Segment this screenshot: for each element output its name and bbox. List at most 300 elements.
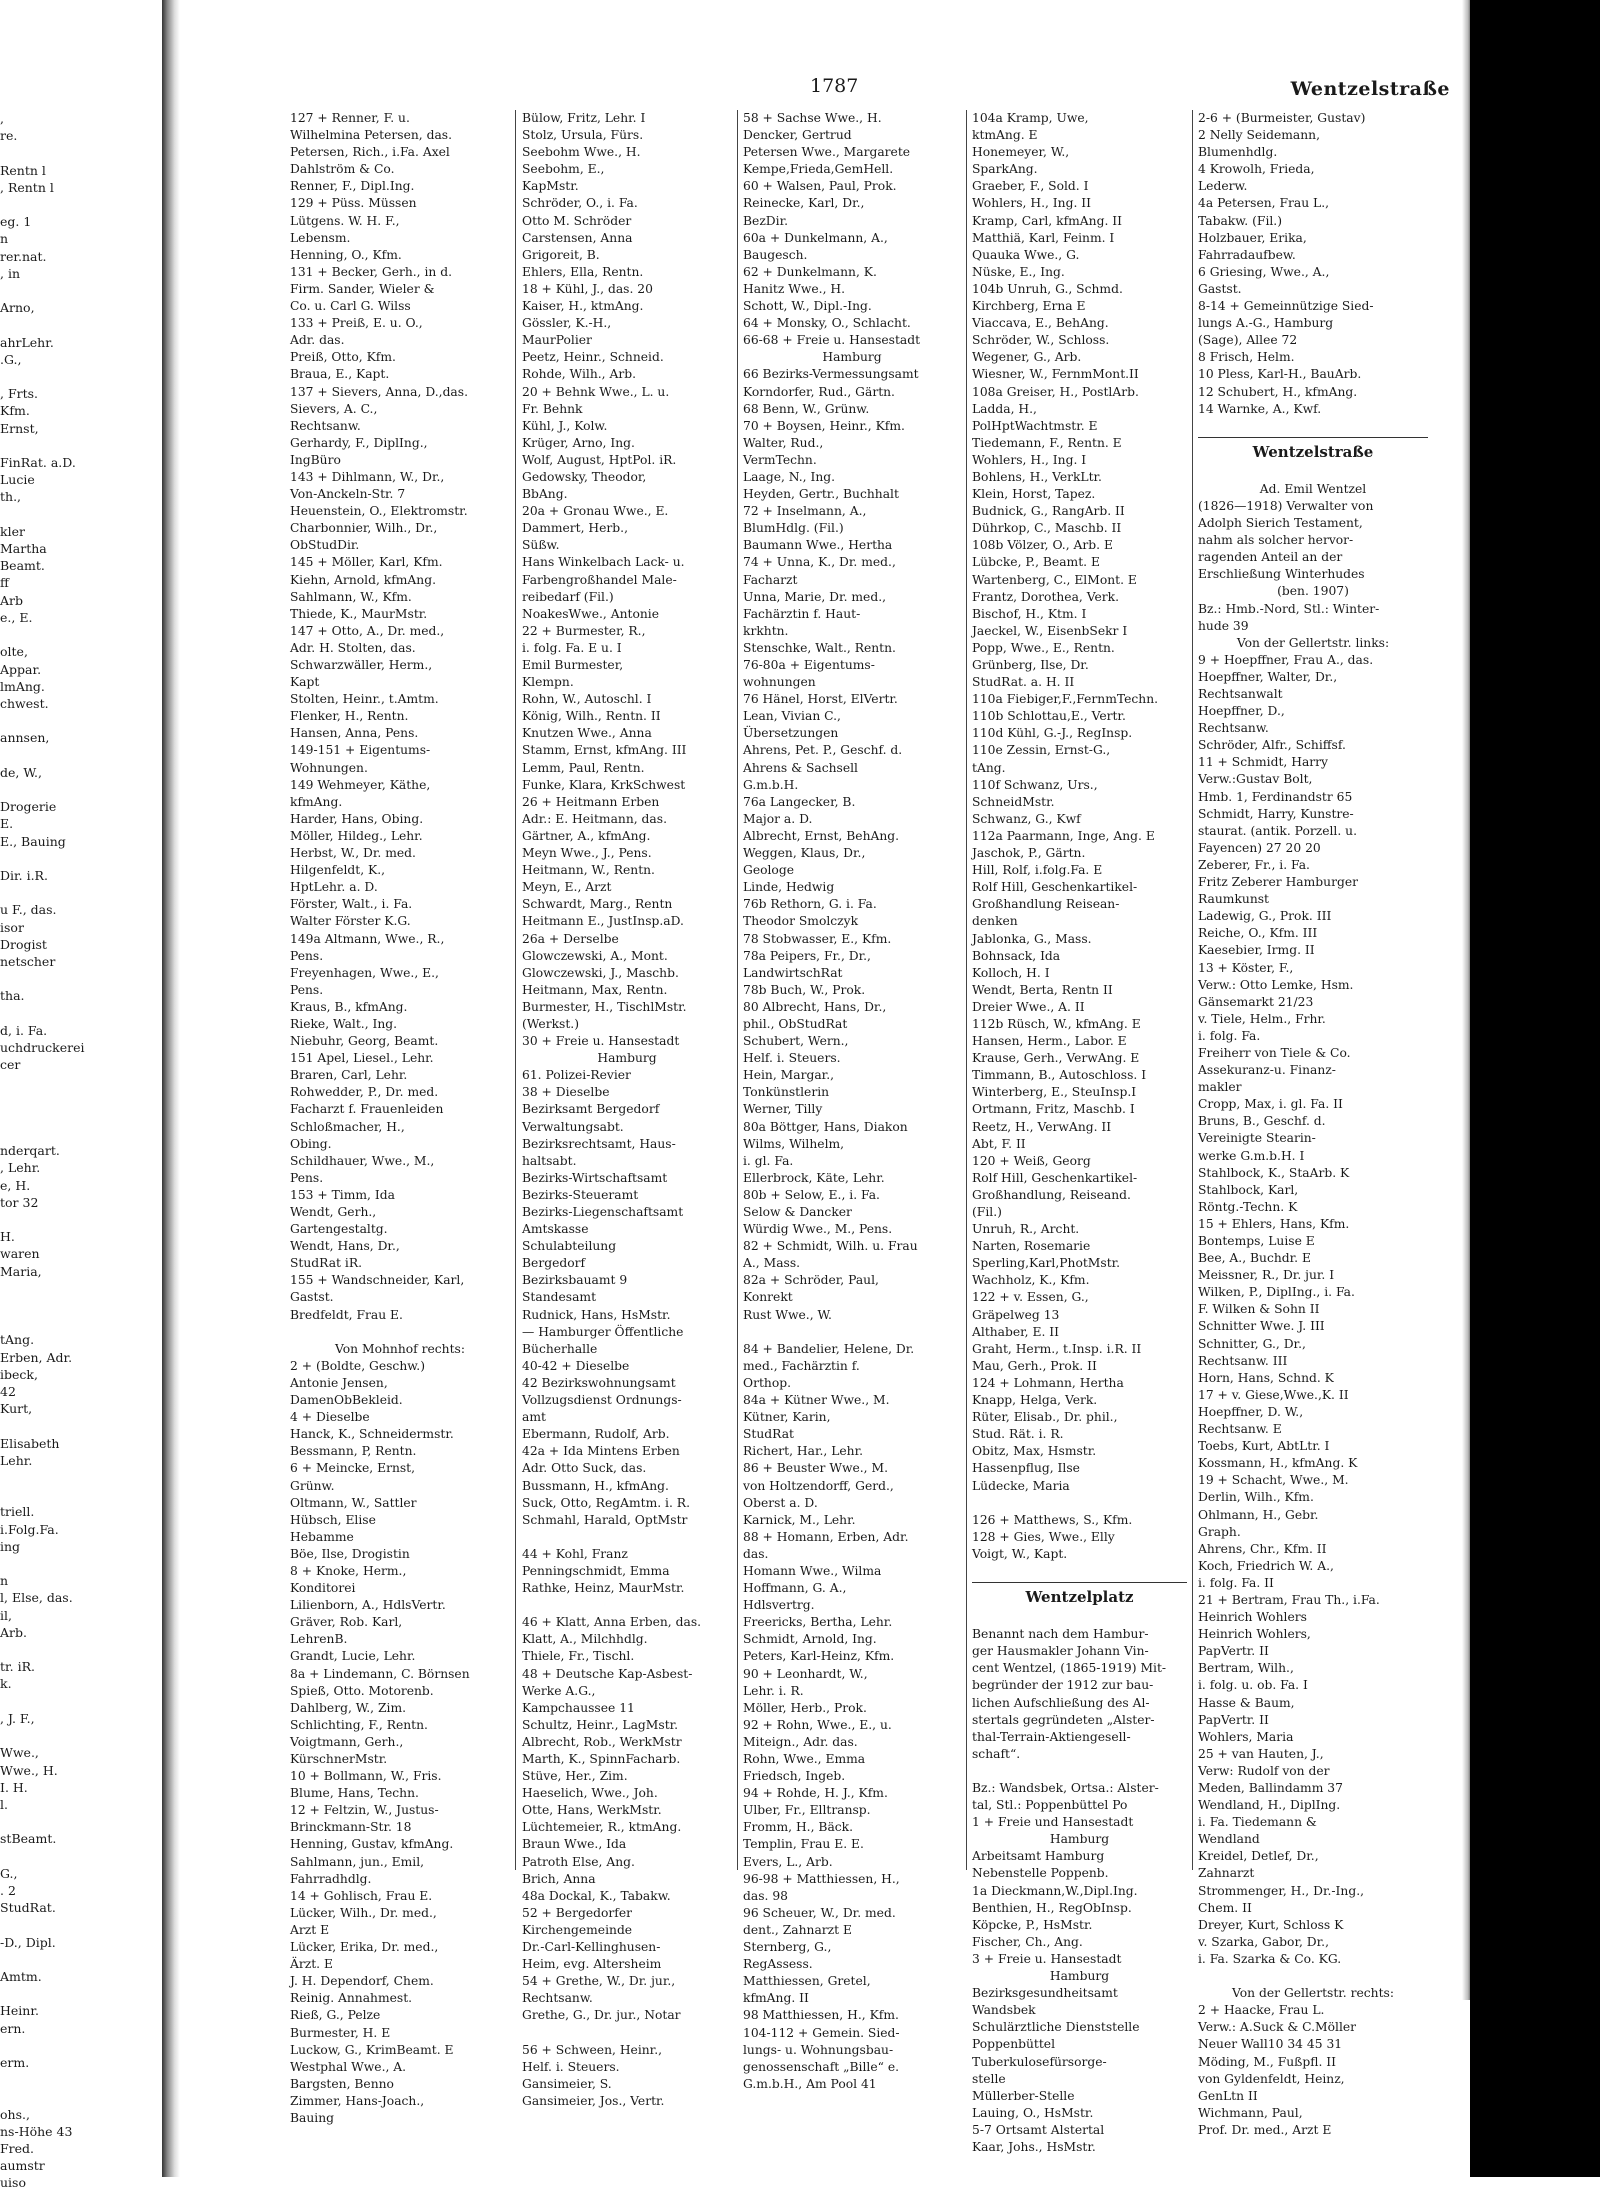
directory-entry-line: Koch, Friedrich W. A., — [1198, 1558, 1334, 1573]
directory-entry-line: Ebermann, Rudolf, Arb. — [522, 1427, 670, 1442]
directory-entry-line: Tonkünstlerin — [743, 1085, 830, 1100]
directory-entry-line: Adr. das. — [290, 333, 345, 348]
directory-entry-line: Bz.: Wandsbek, Ortsa.: Alster- — [972, 1781, 1159, 1795]
directory-entry-line: Ellerbrock, Käte, Lehr. — [743, 1170, 885, 1185]
directory-entry-line: Seebohm, E., — [522, 162, 605, 177]
directory-entry-line: F. Wilken & Sohn II — [1198, 1302, 1320, 1317]
previous-page-line: k. — [0, 1676, 12, 1692]
directory-entry-line: Homann Wwe., Wilma — [743, 1563, 882, 1578]
previous-page-line: , — [0, 111, 4, 126]
directory-entry-line: Hansen, Anna, Pens. — [290, 726, 419, 741]
previous-page-line: , Frts. — [0, 386, 39, 402]
directory-entry-line: Meden, Ballindamm 37 — [1198, 1781, 1343, 1795]
directory-entry-line: Bertram, Wilh., — [1198, 1661, 1294, 1676]
directory-entry-line: Kaiser, H., ktmAng. — [522, 299, 644, 314]
directory-entry-line: 40-42 + Dieselbe — [522, 1358, 630, 1373]
directory-entry-line: Fahrradhdlg. — [290, 1871, 372, 1886]
directory-entry-line: Fachärztin f. Haut- — [743, 606, 861, 621]
directory-entry-line: Holzbauer, Erika, — [1198, 230, 1307, 245]
directory-entry-line: Gräpelweg 13 — [972, 1307, 1060, 1322]
directory-entry-line: Köpcke, P., HsMstr. — [972, 1917, 1093, 1932]
directory-entry-line: Seebohm Wwe., H. — [522, 145, 641, 160]
directory-entry-line: Laage, N., Ing. — [743, 469, 836, 484]
directory-entry-line: Benthien, H., RegObInsp. — [972, 1900, 1132, 1915]
directory-entry-line: 153 + Timm, Ida — [290, 1187, 395, 1202]
directory-entry-line: Hilgenfeldt, K., — [290, 863, 386, 878]
directory-entry-line: i. folg. Fa. — [1198, 1028, 1261, 1043]
directory-entry-line: Meyn, E., Arzt — [522, 880, 612, 895]
directory-entry-line: Jaeckel, W., EisenbSekr I — [972, 623, 1128, 638]
previous-page-line: H. — [0, 1229, 15, 1245]
directory-entry-line: Schott, W., Dipl.-Ing. — [743, 299, 872, 314]
directory-entry-line: Kraus, B., kfmAng. — [290, 999, 408, 1014]
directory-entry-line: Bergedorf — [522, 1256, 586, 1271]
directory-entry-line: Facharzt — [743, 572, 798, 587]
directory-entry-line: Weggen, Klaus, Dr., — [743, 846, 866, 861]
directory-entry-line: 129 + Püss. Müssen — [290, 196, 417, 211]
previous-page-line: e, H. — [0, 1177, 31, 1193]
directory-entry-line: Bredfeldt, Frau E. — [290, 1307, 403, 1322]
directory-entry-line: Schmahl, Harald, OptMstr — [522, 1512, 688, 1527]
directory-entry-line: Rohn, Wwe., Emma — [743, 1752, 866, 1766]
previous-page-line: tr. iR. — [0, 1659, 35, 1675]
directory-entry-line: Schlichting, F., Rentn. — [290, 1717, 428, 1732]
directory-entry-line: Blumenhdlg. — [1198, 145, 1278, 160]
directory-entry-line: Schloßmacher, H., — [290, 1119, 405, 1134]
directory-entry-line: amt — [522, 1410, 546, 1425]
directory-entry-line: 82a + Schröder, Paul, — [743, 1273, 879, 1288]
previous-page-line: FinRat. a.D. — [0, 455, 76, 471]
directory-entry-line: Templin, Frau E. E. — [743, 1837, 864, 1852]
directory-entry-line: Rohwedder, P., Dr. med. — [290, 1085, 439, 1100]
previous-page-line: StudRat. — [0, 1900, 56, 1916]
directory-entry-line: Quauka Wwe., G. — [972, 247, 1080, 262]
directory-entry-line: das. 98 — [743, 1888, 788, 1903]
directory-entry-line: Schröder, O., i. Fa. — [522, 196, 638, 211]
directory-entry-line: v. Tiele, Helm., Frhr. — [1198, 1011, 1326, 1026]
directory-entry-line: Reinig. Annahmest. — [290, 1991, 413, 2006]
directory-entry-line: BezDir. — [743, 213, 789, 228]
directory-entry-line: (Werkst.) — [522, 1016, 579, 1031]
directory-entry-line: 10 Pless, Karl-H., BauArb. — [1198, 367, 1362, 382]
directory-entry-line: Evers, L., Arb. — [743, 1854, 833, 1869]
directory-entry-line: Frantz, Dorothea, Verk. — [972, 589, 1119, 604]
directory-entry-line: HptLehr. a. D. — [290, 880, 378, 895]
previous-page-line — [0, 1125, 160, 1142]
directory-entry-line: 110b Schlottau,E., Vertr. — [972, 709, 1126, 724]
previous-page-line — [0, 850, 160, 867]
directory-entry-line: Gerhardy, F., DiplIng., — [290, 435, 428, 450]
directory-entry-line — [972, 1763, 1187, 1780]
previous-page-line — [0, 1417, 160, 1434]
directory-entry-line: Graph. — [1198, 1524, 1241, 1539]
directory-entry-line: wohnungen — [743, 675, 816, 690]
directory-entry-line: Sahlmann, W., Kfm. — [290, 589, 412, 604]
previous-page-line: Drogist — [0, 936, 47, 952]
previous-page-line — [0, 1108, 160, 1125]
directory-entry-line: Süßw. — [522, 538, 560, 553]
directory-entry-line: Wachholz, K., Kfm. — [972, 1273, 1090, 1288]
directory-entry-line: Rechtsanw. III — [1198, 1353, 1288, 1368]
directory-entry-line: 22 + Burmester, R., — [522, 623, 646, 638]
directory-entry-line: Spieß, Otto. Motorenb. — [290, 1683, 434, 1698]
directory-entry-line: Schwarzwäller, Herm., — [290, 658, 433, 672]
previous-page-line: 42 — [0, 1384, 16, 1400]
directory-entry-line: Peetz, Heinr., Schneid. — [522, 350, 664, 365]
directory-entry-line: Erschließung Winterhudes — [1198, 567, 1365, 582]
directory-entry-line: 64 + Monsky, O., Schlacht. — [743, 316, 911, 331]
directory-entry-line: lungs- u. Wohnungsbau- — [743, 2042, 894, 2057]
directory-entry-line: Rüter, Elisab., Dr. phil., — [972, 1410, 1118, 1425]
directory-entry-line: Heuenstein, O., Elektromstr. — [290, 504, 468, 519]
directory-entry-line: (Sage), Allee 72 — [1198, 333, 1298, 348]
directory-entry-line: Lederw. — [1198, 179, 1248, 194]
previous-page-line — [0, 884, 160, 901]
directory-entry-line: Flenker, H., Rentn. — [290, 709, 409, 724]
directory-entry-line: Benannt nach dem Hambur- — [972, 1627, 1149, 1642]
directory-entry-line: Schmidt, Arnold, Ing. — [743, 1632, 877, 1647]
directory-entry-line: Hanck, K., Schneidermstr. — [290, 1427, 454, 1442]
directory-entry-line: Ortmann, Fritz, Maschb. I — [972, 1102, 1135, 1117]
directory-entry-line: Theodor Smolczyk — [743, 914, 859, 929]
directory-entry-line: Baumann Wwe., Hertha — [743, 538, 893, 553]
previous-page-line — [0, 2037, 160, 2054]
directory-entry-line: Matthiä, Karl, Feinm. I — [972, 230, 1115, 245]
directory-entry-line: Bezirksrechtsamt, Haus- — [522, 1136, 676, 1151]
directory-entry-line: Firm. Sander, Wieler & — [290, 281, 435, 296]
directory-entry-line: Rechtsanw. E — [1198, 1422, 1282, 1437]
directory-entry-line: stertals gegründeten „Alster- — [972, 1712, 1155, 1727]
directory-entry-line — [522, 1597, 732, 1614]
directory-entry-line: ObStudDir. — [290, 538, 360, 553]
directory-entry-line: Klempn. — [522, 675, 574, 690]
directory-entry-line: 3 + Freie u. Hansestadt — [972, 1951, 1122, 1966]
directory-entry-line: 133 + Preiß, E. u. O., — [290, 316, 423, 331]
previous-page-line: isor — [0, 919, 24, 935]
directory-entry-line: Sternberg, G., — [743, 1940, 832, 1955]
directory-entry-line: Winterberg, E., SteuInsp.I — [972, 1085, 1137, 1100]
previous-page-line: tha. — [0, 988, 25, 1004]
directory-entry-line: Heinrich Wohlers — [1198, 1610, 1307, 1625]
directory-entry-line: Ahrens & Sachsell — [743, 760, 858, 775]
directory-entry-line: Heyden, Gertr., Buchhalt — [743, 487, 899, 502]
directory-entry-line: StudRat. a. H. II — [972, 675, 1075, 690]
directory-entry-line: Brinckmann-Str. 18 — [290, 1820, 412, 1835]
directory-entry-line: Heitmann, Max, Rentn. — [522, 982, 668, 997]
directory-entry-line: Bauing — [290, 2110, 335, 2125]
previous-page-line — [0, 1280, 160, 1297]
directory-entry-line: 6 Griesing, Wwe., A., — [1198, 264, 1330, 279]
directory-entry-line: Reiche, O., Kfm. III — [1198, 926, 1318, 941]
directory-entry-line: Penningschmidt, Emma — [522, 1563, 670, 1578]
directory-entry-line: Schmidt, Harry, Kunstre- — [1198, 806, 1354, 821]
directory-entry-line: Kütner, Karin, — [743, 1410, 831, 1425]
directory-entry-line: Heim, evg. Altersheim — [522, 1957, 662, 1972]
previous-page-line: Ernst, — [0, 420, 39, 436]
directory-entry-line: 60 + Walsen, Paul, Prok. — [743, 179, 897, 194]
directory-entry-line: 76b Rethorn, G. i. Fa. — [743, 897, 877, 912]
directory-entry-line: Hoepffner, D., — [1198, 704, 1285, 719]
directory-entry-line: Stenschke, Walt., Rentn. — [743, 640, 896, 655]
previous-page-line — [0, 747, 160, 764]
directory-entry-line: 110f Schwanz, Urs., — [972, 777, 1098, 792]
directory-entry-line: Wendt, Hans, Dr., — [290, 1239, 400, 1254]
directory-entry-line: Kaesebier, Irmg. II — [1198, 943, 1315, 958]
directory-entry-line: Möller, Hildeg., Lehr. — [290, 828, 423, 843]
directory-entry-line: 12 + Feltzin, W., Justus- — [290, 1803, 439, 1818]
previous-page-line: I. H. — [0, 1779, 28, 1795]
directory-entry-line — [522, 2025, 732, 2042]
directory-entry-line: 1a Dieckmann,W.,Dipl.Ing. — [972, 1883, 1138, 1898]
directory-entry-line: StudRat iR. — [290, 1256, 362, 1271]
previous-page-line: stBeamt. — [0, 1831, 57, 1847]
directory-entry-line: 145 + Möller, Karl, Kfm. — [290, 555, 443, 570]
scan-black-border — [1470, 0, 1600, 2177]
previous-page-line: uchdruckerei — [0, 1039, 85, 1055]
previous-page-line: e., E. — [0, 609, 33, 625]
directory-entry-line: Hoffmann, G. A., — [743, 1581, 847, 1596]
column-rule — [1192, 110, 1193, 1870]
directory-entry-line: 25 + van Hauten, J., — [1198, 1746, 1324, 1761]
directory-entry-line: Würdig Wwe., M., Pens. — [743, 1222, 893, 1237]
directory-entry-line: Albrecht, Rob., WerkMstr — [522, 1734, 682, 1749]
previous-page-line — [0, 1091, 160, 1108]
previous-page-line: Arb. — [0, 1624, 27, 1640]
directory-entry-line: Kolloch, H. I — [972, 965, 1050, 980]
directory-entry-line: Rechtsanw. — [522, 1991, 593, 2006]
directory-entry-line: Kampchaussee 11 — [522, 1700, 635, 1715]
directory-entry-line: StudRat — [743, 1427, 794, 1442]
directory-entry-line: Baugesch. — [743, 247, 808, 262]
previous-page-line: n — [0, 1573, 9, 1589]
directory-entry-line: 66-68 + Freie u. Hansestadt — [743, 333, 921, 348]
directory-entry-line: PolHptWachtmstr. E — [972, 418, 1098, 433]
previous-page-line: . 2 — [0, 1882, 16, 1898]
directory-entry-line: Stolz, Ursula, Fürs. — [522, 128, 644, 143]
directory-entry-line: Wohnungen. — [290, 760, 368, 775]
directory-entry-line: Funke, Klara, KrkSchwest — [522, 777, 686, 792]
directory-entry-line: 48a Dockal, K., Tabakw. — [522, 1888, 671, 1903]
directory-entry-line: Thiele, Fr., Tischl. — [522, 1649, 635, 1664]
previous-page-line — [0, 437, 160, 454]
directory-entry-line: Lauing, O., HsMstr. — [972, 2105, 1094, 2120]
previous-page-line: Drogerie — [0, 799, 57, 815]
directory-entry-line: Klein, Horst, Tapez. — [972, 487, 1096, 502]
directory-entry-line: cent Wentzel, (1865-1919) Mit- — [972, 1661, 1167, 1676]
directory-entry-line: 30 + Freie u. Hansestadt — [522, 1034, 680, 1049]
directory-entry-line: staurat. (antik. Porzell. u. — [1198, 823, 1357, 838]
directory-column-3 — [743, 110, 961, 2091]
directory-entry-line: 74 + Unna, K., Dr. med., — [743, 555, 896, 570]
previous-page-line: , Lehr. — [0, 1160, 41, 1176]
directory-entry-line: Werke A.G., — [522, 1683, 596, 1698]
directory-entry-line: Von der Gellertstr. links: — [1236, 635, 1390, 650]
directory-entry-line: Wichmann, Paul, — [1198, 2105, 1303, 2120]
directory-entry-line: 70 + Boysen, Heinr., Kfm. — [743, 418, 905, 433]
directory-entry-line: Kramp, Carl, kfmAng. II — [972, 213, 1122, 228]
directory-entry-line: i. folg. Fa. II — [1198, 1575, 1274, 1590]
previous-page-line: tAng. — [0, 1332, 35, 1348]
directory-entry-line: Narten, Rosemarie — [972, 1239, 1091, 1254]
directory-entry-line: Wendt, Berta, Rentn II — [972, 982, 1113, 997]
directory-entry-line: Suck, Otto, RegAmtm. i. R. — [522, 1495, 690, 1510]
directory-entry-line: 104-112 + Gemein. Sied- — [743, 2025, 900, 2040]
directory-entry-line: 80a Böttger, Hans, Diakon — [743, 1119, 908, 1134]
directory-entry-line: 68 Benn, W., Grünw. — [743, 401, 870, 416]
directory-entry-line: Nüske, E., Ing. — [972, 264, 1065, 279]
previous-page-line — [0, 144, 160, 161]
previous-page-line: Lehr. — [0, 1452, 33, 1468]
directory-entry-line: ktmAng. E — [972, 128, 1038, 143]
directory-entry-line: Fr. Behnk — [522, 401, 583, 416]
directory-entry-line: Lütgens. W. H. F., — [290, 213, 400, 228]
directory-entry-line: J. H. Dependorf, Chem. — [290, 1974, 434, 1989]
directory-entry-line: Voigtmann, Gerh., — [290, 1734, 404, 1749]
directory-entry-line: 104a Kramp, Uwe, — [972, 111, 1089, 125]
previous-page-line — [0, 1486, 160, 1503]
page-header — [290, 75, 1450, 105]
directory-entry-line: Graht, Herm., t.Insp. i.R. II — [972, 1341, 1142, 1356]
previous-page-line: chwest. — [0, 695, 49, 711]
previous-page-line: Appar. — [0, 661, 42, 677]
directory-entry-line: 94 + Rohde, H. J., Kfm. — [743, 1786, 888, 1801]
directory-entry-line: Hamburg — [597, 1051, 657, 1066]
directory-entry-line: G.m.b.H., Am Pool 41 — [743, 2076, 877, 2091]
previous-page-line: Arb — [0, 592, 24, 608]
previous-page-line: , in — [0, 265, 20, 281]
directory-entry-line: Fahrradaufbew. — [1198, 247, 1296, 262]
directory-entry-line: MaurPolier — [522, 333, 592, 348]
directory-entry-line: Helf. i. Steuers. — [522, 2059, 620, 2074]
directory-entry-line: 54 + Grethe, W., Dr. jur., — [522, 1974, 676, 1989]
directory-entry-line: LehrenB. — [290, 1632, 348, 1647]
directory-entry-line: PapVertr. II — [1198, 1712, 1269, 1727]
directory-entry-line: Stahlbock, K., StaArb. K — [1198, 1165, 1350, 1180]
previous-page-line: lmAng. — [0, 678, 45, 694]
previous-page-line — [0, 970, 160, 987]
directory-entry-line: 110a Fiebiger,F.,FernmTechn. — [972, 692, 1159, 707]
directory-entry-line: Tuberkulosefürsorge- — [972, 2054, 1107, 2069]
directory-entry-line: PapVertr. II — [1198, 1644, 1269, 1659]
directory-entry-line: Unruh, R., Archt. — [972, 1222, 1080, 1237]
previous-page-line — [0, 1848, 160, 1865]
directory-entry-line: Grandt, Lucie, Lehr. — [290, 1649, 416, 1664]
directory-entry-line: Rechtsanwalt — [1198, 687, 1283, 701]
directory-entry-line: Gastst. — [1198, 281, 1242, 296]
directory-entry-line: 151 Apel, Liesel., Lehr. — [290, 1051, 434, 1066]
directory-entry-line: Röntg.-Techn. K — [1198, 1199, 1298, 1214]
directory-entry-line: Bessmann, P, Rentn. — [290, 1444, 417, 1459]
directory-entry-line: Prof. Dr. med., Arzt E — [1198, 2122, 1332, 2137]
directory-entry-line: med., Fachärztin f. — [743, 1358, 860, 1373]
directory-entry-line: 4a Petersen, Frau L., — [1198, 196, 1330, 211]
directory-entry-line: 126 + Matthews, S., Kfm. — [972, 1512, 1133, 1527]
directory-entry-line: Haeselich, Wwe., Joh. — [522, 1786, 658, 1801]
directory-entry-line: Zahnarzt — [1198, 1866, 1255, 1881]
directory-entry-line: Bohnsack, Ida — [972, 948, 1061, 963]
directory-entry-line: Adr. H. Stolten, das. — [290, 640, 416, 655]
directory-entry-line: Selow & Dancker — [743, 1205, 852, 1219]
directory-entry-line: Konditorei — [290, 1581, 356, 1596]
directory-entry-line: Schulabteilung — [522, 1239, 617, 1254]
directory-entry-line: Freiherr von Tiele & Co. — [1198, 1045, 1351, 1060]
directory-entry-line: Helf. i. Steuers. — [743, 1051, 841, 1066]
directory-entry-line: Strommenger, H., Dr.-Ing., — [1198, 1883, 1365, 1898]
directory-entry-line: Unna, Marie, Dr. med., — [743, 589, 887, 604]
previous-page-line: annsen, — [0, 730, 50, 746]
directory-entry-line: 86 + Beuster Wwe., M. — [743, 1461, 888, 1476]
directory-column-2 — [522, 110, 732, 2108]
directory-entry-line: (1826—1918) Verwalter von — [1198, 498, 1374, 513]
directory-entry-line: BlumHdlg. (Fil.) — [743, 521, 844, 536]
directory-entry-line: Schnitter Wwe. J. III — [1198, 1319, 1325, 1334]
directory-entry-line: Bezirksbauamt 9 — [522, 1273, 628, 1288]
directory-entry-line: DamenObBekleid. — [290, 1393, 403, 1408]
page-number: 1787 — [810, 75, 859, 97]
directory-entry-line: Bruns, B., Geschf. d. — [1198, 1114, 1326, 1129]
directory-entry-line: 21 + Bertram, Frau Th., i.Fa. — [1198, 1592, 1380, 1607]
directory-entry-line: ger Hausmakler Johann Vin- — [972, 1644, 1149, 1659]
directory-entry-line: Hoepffner, Walter, Dr., — [1198, 669, 1338, 684]
directory-entry-line: Wohlers, Maria — [1198, 1729, 1294, 1744]
directory-entry-line: Lücker, Wilh., Dr. med., — [290, 1905, 437, 1920]
directory-entry-line: 76a Langecker, B. — [743, 794, 856, 809]
previous-page-line: Maria, — [0, 1263, 42, 1279]
directory-entry-line — [1198, 464, 1428, 481]
directory-entry-line: KapMstr. — [522, 179, 579, 194]
directory-entry-line: Schildhauer, Wwe., M., — [290, 1153, 435, 1168]
directory-entry-line: König, Wilh., Rentn. II — [522, 709, 661, 724]
directory-entry-line: 58 + Sachse Wwe., H. — [743, 111, 882, 125]
directory-entry-line: 20 + Behnk Wwe., L. u. — [522, 384, 670, 399]
previous-page-line: Arno, — [0, 300, 35, 316]
directory-entry-line: Thiede, K., MaurMstr. — [290, 606, 428, 621]
directory-entry-line: 72 + Inselmann, A., — [743, 504, 867, 519]
directory-entry-line: thal-Terrain-Aktiengesell- — [972, 1729, 1131, 1744]
directory-entry-line: 2-6 + (Burmeister, Gustav) — [1198, 111, 1366, 125]
directory-entry-line: phil., ObStudRat — [743, 1016, 848, 1031]
directory-entry-line: 92 + Rohn, Wwe., E., u. — [743, 1717, 892, 1732]
directory-entry-line: Hamburg — [1049, 1969, 1110, 1984]
directory-entry-line: Facharzt f. Frauenleiden — [290, 1102, 444, 1117]
previous-page-line — [0, 316, 160, 333]
directory-entry-line: Ahrens, Pet. P., Geschf. d. — [743, 743, 903, 758]
directory-entry-line: lichen Aufschließung des Al- — [972, 1695, 1150, 1710]
directory-entry-line: Gansimeier, Jos., Vertr. — [522, 2093, 665, 2108]
directory-entry-line: Wiesner, W., FernmMont.II — [972, 367, 1139, 382]
previous-page-line: ibeck, — [0, 1366, 38, 1382]
directory-entry-line: Lemm, Paul, Rentn. — [522, 760, 645, 775]
directory-entry-line: Verwaltungsabt. — [522, 1119, 624, 1134]
directory-entry-line: Kreidel, Detlef, Dr., — [1198, 1849, 1319, 1864]
directory-entry-line: 122 + v. Essen, G., — [972, 1290, 1089, 1305]
directory-entry-line: Freericks, Bertha, Lehr. — [743, 1615, 893, 1630]
directory-column-1 — [290, 110, 510, 2125]
previous-page-line: aumstr — [0, 2158, 45, 2174]
directory-entry-line: von Holtzendorff, Gerd., — [743, 1478, 894, 1493]
directory-entry-line: Bülow, Fritz, Lehr. I — [522, 111, 646, 125]
directory-entry-line: 5-7 Ortsamt Alstertal — [972, 2122, 1105, 2137]
directory-entry-line: i. Fa. Szarka & Co. KG. — [1198, 1951, 1342, 1966]
directory-entry-line: Schröder, Alfr., Schiffsf. — [1198, 738, 1346, 753]
directory-entry-line: 1 + Freie und Hansestadt — [972, 1815, 1134, 1830]
previous-page-line: Wwe., H. — [0, 1762, 58, 1778]
directory-entry-line: Charbonnier, Wilh., Dr., — [290, 521, 438, 536]
directory-entry-line: Otte, Hans, WerkMstr. — [522, 1803, 662, 1818]
directory-entry-line: Vereinigte Stearin- — [1198, 1131, 1316, 1146]
directory-entry-line: 155 + Wandschneider, Karl, — [290, 1273, 465, 1288]
directory-entry-line: 128 + Gies, Wwe., Elly — [972, 1529, 1115, 1544]
